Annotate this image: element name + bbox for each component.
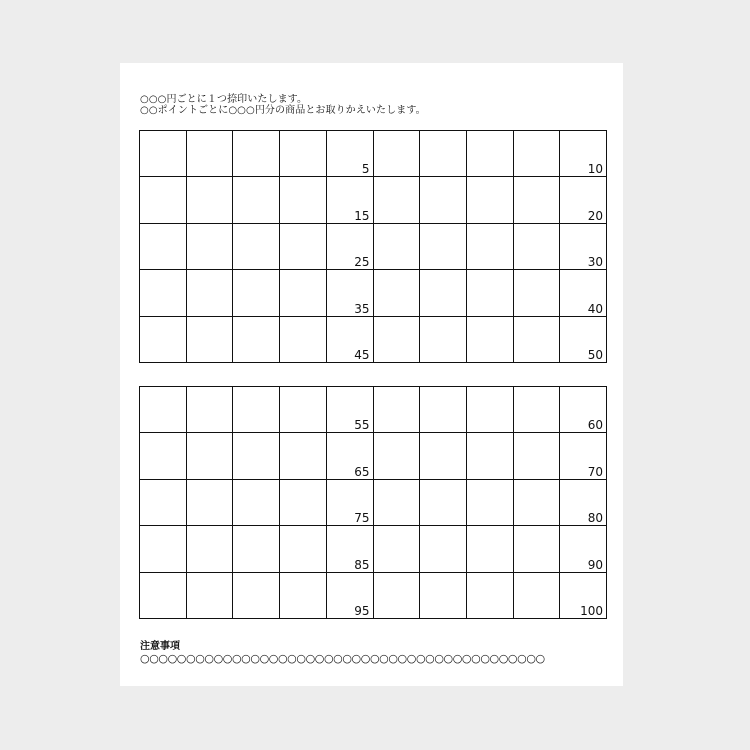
- stamp-cell: [374, 480, 421, 526]
- stamp-cell: [140, 177, 187, 223]
- stamp-cell: [327, 177, 374, 223]
- stamp-cell: [233, 224, 280, 270]
- stamp-cell: [467, 131, 514, 177]
- stamp-cell: [327, 131, 374, 177]
- stamp-cell: [560, 224, 607, 270]
- stamp-cell: [514, 317, 561, 363]
- stamp-cell: [233, 526, 280, 572]
- stamp-cell: [280, 433, 327, 479]
- stamp-cell: [467, 177, 514, 223]
- stamp-cell: [514, 131, 561, 177]
- stamp-cell: [514, 270, 561, 316]
- stamp-cell-number: 70: [587, 464, 603, 479]
- stamp-cell-number: 60: [587, 418, 603, 433]
- stamp-cell: [187, 480, 234, 526]
- header-line-stamp-rule: ○○○円ごとに１つ捺印いたします。: [140, 94, 308, 105]
- stamp-cell: [560, 573, 607, 619]
- stamp-cell: [420, 270, 467, 316]
- stamp-cell: [280, 177, 327, 223]
- stamp-cell: [420, 387, 467, 433]
- stamp-cell: [327, 387, 374, 433]
- stamp-cell: [280, 270, 327, 316]
- stamp-cell-number: 65: [354, 464, 370, 479]
- stamp-cell: [140, 573, 187, 619]
- stamp-cell: [233, 177, 280, 223]
- stamp-cell: [187, 433, 234, 479]
- stamp-cell-number: 30: [587, 255, 603, 270]
- stamp-cell: [140, 317, 187, 363]
- stamp-cell: [560, 317, 607, 363]
- stamp-cell: [374, 387, 421, 433]
- stamp-cell: [420, 433, 467, 479]
- stamp-cell: [374, 177, 421, 223]
- stamp-cell: [280, 480, 327, 526]
- stamp-cell: [280, 131, 327, 177]
- header-line-exchange-rule: ○○ポイントごとに○○○円分の商品とお取りかえいたします。: [140, 105, 426, 116]
- stamp-cell: [560, 433, 607, 479]
- stamp-cell-number: 90: [587, 557, 603, 572]
- stamp-cell-number: 10: [587, 162, 603, 177]
- stamp-cell: [514, 224, 561, 270]
- stamp-cell: [233, 131, 280, 177]
- stamp-cell: [374, 433, 421, 479]
- stamp-cell: [374, 573, 421, 619]
- stamp-cell: [514, 480, 561, 526]
- card-header: [140, 94, 426, 116]
- stamp-cell: [467, 573, 514, 619]
- stamp-cell: [233, 317, 280, 363]
- stamp-cell: [187, 387, 234, 433]
- stamp-card-sheet: [120, 63, 623, 686]
- stamp-cell: [140, 270, 187, 316]
- stamp-cell: [327, 526, 374, 572]
- stamp-grid-1: [139, 130, 607, 363]
- stamp-cell: [327, 480, 374, 526]
- stamp-cell: [140, 387, 187, 433]
- stamp-cell-number: 15: [354, 208, 370, 223]
- stamp-cell: [327, 317, 374, 363]
- stamp-cell: [420, 177, 467, 223]
- stamp-cell-number: 40: [587, 301, 603, 316]
- stamp-cell: [467, 224, 514, 270]
- stamp-cell: [140, 526, 187, 572]
- stamp-cell-number: 45: [354, 348, 370, 362]
- stamp-cell-number: 55: [354, 418, 370, 433]
- stamp-cell: [514, 573, 561, 619]
- stamp-cell: [187, 317, 234, 363]
- stamp-cell: [233, 573, 280, 619]
- stamp-cell: [467, 433, 514, 479]
- stamp-cell: [514, 526, 561, 572]
- stamp-cell: [187, 177, 234, 223]
- stamp-cell: [420, 131, 467, 177]
- stamp-cell: [420, 480, 467, 526]
- stamp-cell: [467, 317, 514, 363]
- notes-section: [140, 641, 545, 664]
- stamp-cell-number: 35: [354, 301, 370, 316]
- stamp-cell: [187, 224, 234, 270]
- stamp-cell: [140, 131, 187, 177]
- stamp-cell: [420, 573, 467, 619]
- stamp-cell: [467, 480, 514, 526]
- stamp-cell: [187, 131, 234, 177]
- stamp-cell: [374, 224, 421, 270]
- stamp-cell: [514, 177, 561, 223]
- stamp-cell: [374, 526, 421, 572]
- stamp-cell: [280, 224, 327, 270]
- stamp-cell: [420, 526, 467, 572]
- stamp-cell: [327, 573, 374, 619]
- stamp-cell: [280, 573, 327, 619]
- stamp-cell-number: 20: [587, 208, 603, 223]
- stamp-cell-number: 85: [354, 557, 370, 572]
- stamp-cell: [467, 387, 514, 433]
- stamp-cell: [280, 317, 327, 363]
- stamp-cell: [233, 433, 280, 479]
- stamp-cell: [560, 270, 607, 316]
- stamp-grid-2: [139, 386, 607, 619]
- stamp-cell: [560, 177, 607, 223]
- stamp-cell: [420, 224, 467, 270]
- notes-body: ○○○○○○○○○○○○○○○○○○○○○○○○○○○○○○○○○○○○○○○○○○○○: [140, 652, 545, 665]
- stamp-cell: [560, 131, 607, 177]
- stamp-cell: [233, 480, 280, 526]
- stamp-cell: [514, 387, 561, 433]
- stamp-cell-number: 50: [587, 348, 603, 362]
- stamp-cell: [374, 317, 421, 363]
- stamp-cell: [327, 433, 374, 479]
- stamp-cell: [560, 387, 607, 433]
- stamp-cell-number: 95: [354, 604, 370, 618]
- stamp-cell: [187, 573, 234, 619]
- stamp-cell: [327, 270, 374, 316]
- stamp-cell: [140, 224, 187, 270]
- stamp-cell: [420, 317, 467, 363]
- stamp-cell: [514, 433, 561, 479]
- stamp-cell-number: 80: [587, 511, 603, 526]
- stamp-cell: [140, 433, 187, 479]
- stamp-cell: [140, 480, 187, 526]
- stamp-cell: [374, 131, 421, 177]
- stamp-cell: [233, 387, 280, 433]
- stamp-cell: [560, 526, 607, 572]
- notes-title: 注意事項: [140, 641, 180, 652]
- stamp-cell: [327, 224, 374, 270]
- stamp-cell-number: 100: [580, 604, 603, 618]
- stamp-cell: [187, 526, 234, 572]
- stamp-cell: [280, 526, 327, 572]
- stamp-cell: [467, 526, 514, 572]
- stamp-cell: [187, 270, 234, 316]
- stamp-cell-number: 75: [354, 511, 370, 526]
- stamp-cell-number: 5: [361, 162, 370, 177]
- stamp-cell: [467, 270, 514, 316]
- stamp-cell: [233, 270, 280, 316]
- stamp-cell-number: 25: [354, 255, 370, 270]
- stamp-cell: [374, 270, 421, 316]
- stamp-cell: [280, 387, 327, 433]
- stamp-cell: [560, 480, 607, 526]
